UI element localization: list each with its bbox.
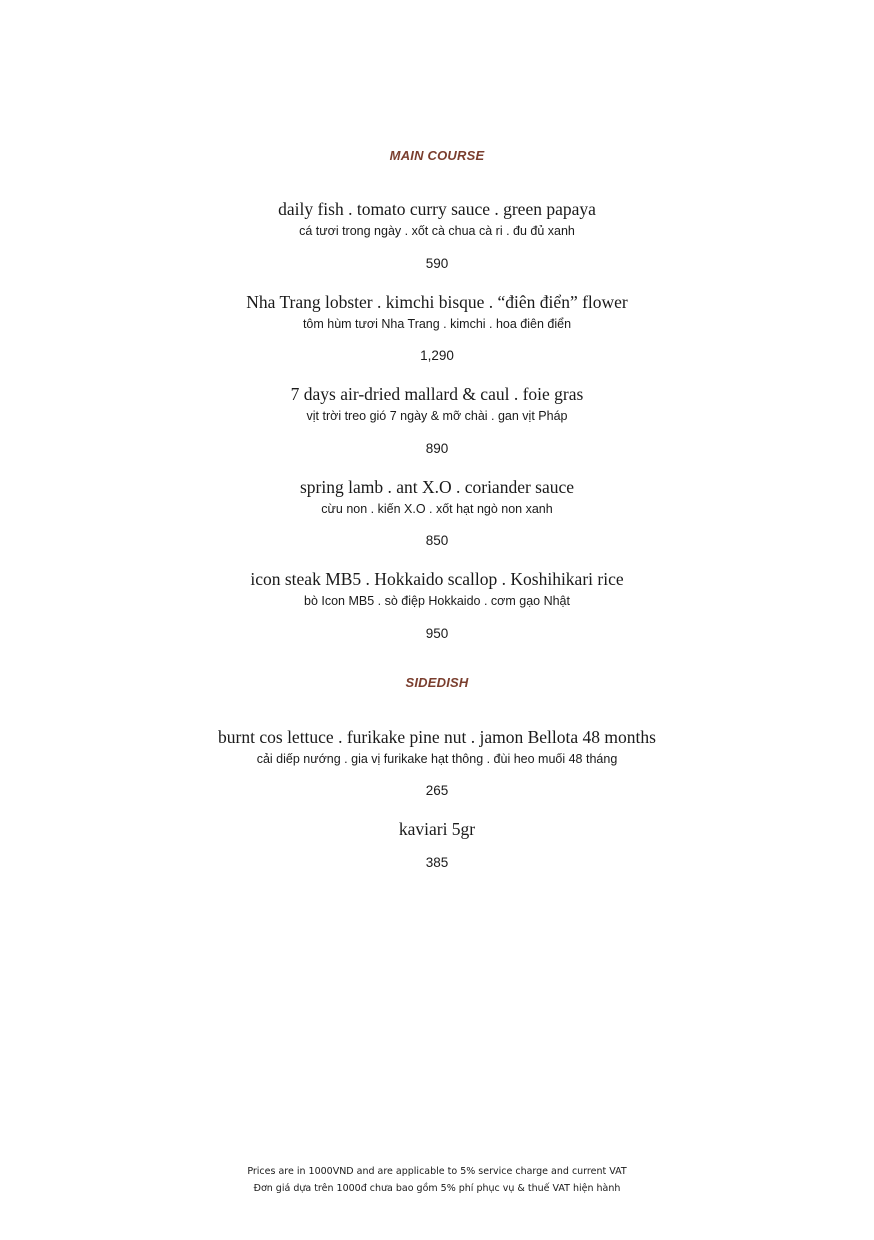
dish-name-vn: cừu non . kiến X.O . xốt hạt ngò non xanh xyxy=(321,502,553,516)
dish-name-vn: cá tươi trong ngày . xốt cà chua cà ri . đu đủ xanh xyxy=(299,224,575,238)
dish-price: 590 xyxy=(425,256,449,271)
footer-note-en: Prices are in 1000VND and are applicable to 5% service charge and current VAT xyxy=(247,1166,627,1177)
section-title-main-course: MAIN COURSE xyxy=(389,148,485,163)
dish-name-vn: vịt trời treo gió 7 ngày & mỡ chài . gan vịt Pháp xyxy=(306,409,568,423)
dish-name-en: daily fish . tomato curry sauce . green papaya xyxy=(278,199,596,219)
dish-name-en: 7 days air-dried mallard & caul . foie gras xyxy=(290,384,584,404)
dish-price: 890 xyxy=(425,441,449,456)
dish-price: 385 xyxy=(425,855,449,870)
dish-name-en: kaviari 5gr xyxy=(398,819,476,839)
dish-price: 950 xyxy=(425,626,449,641)
dish-name-en: icon steak MB5 . Hokkaido scallop . Koshihikari rice xyxy=(250,569,624,589)
footer-note-vn: Đơn giá dựa trên 1000đ chưa bao gồm 5% phí phục vụ & thuế VAT hiện hành xyxy=(253,1183,621,1194)
dish-price: 850 xyxy=(425,533,449,548)
section-title-sidedish: SIDEDISH xyxy=(405,675,469,690)
dish-name-vn: cải diếp nướng . gia vị furikake hạt thông . đùi heo muối 48 tháng xyxy=(256,752,618,766)
dish-price: 265 xyxy=(425,783,449,798)
dish-name-vn: bò Icon MB5 . sò điệp Hokkaido . cơm gạo Nhật xyxy=(304,594,570,608)
dish-name-vn: tôm hùm tươi Nha Trang . kimchi . hoa điên điển xyxy=(302,317,572,331)
dish-name-en: Nha Trang lobster . kimchi bisque . “điên điển” flower xyxy=(246,292,628,312)
dish-name-en: burnt cos lettuce . furikake pine nut . jamon Bellota 48 months xyxy=(218,727,656,747)
dish-name-en: spring lamb . ant X.O . coriander sauce xyxy=(299,477,575,497)
dish-price: 1,290 xyxy=(420,348,454,363)
